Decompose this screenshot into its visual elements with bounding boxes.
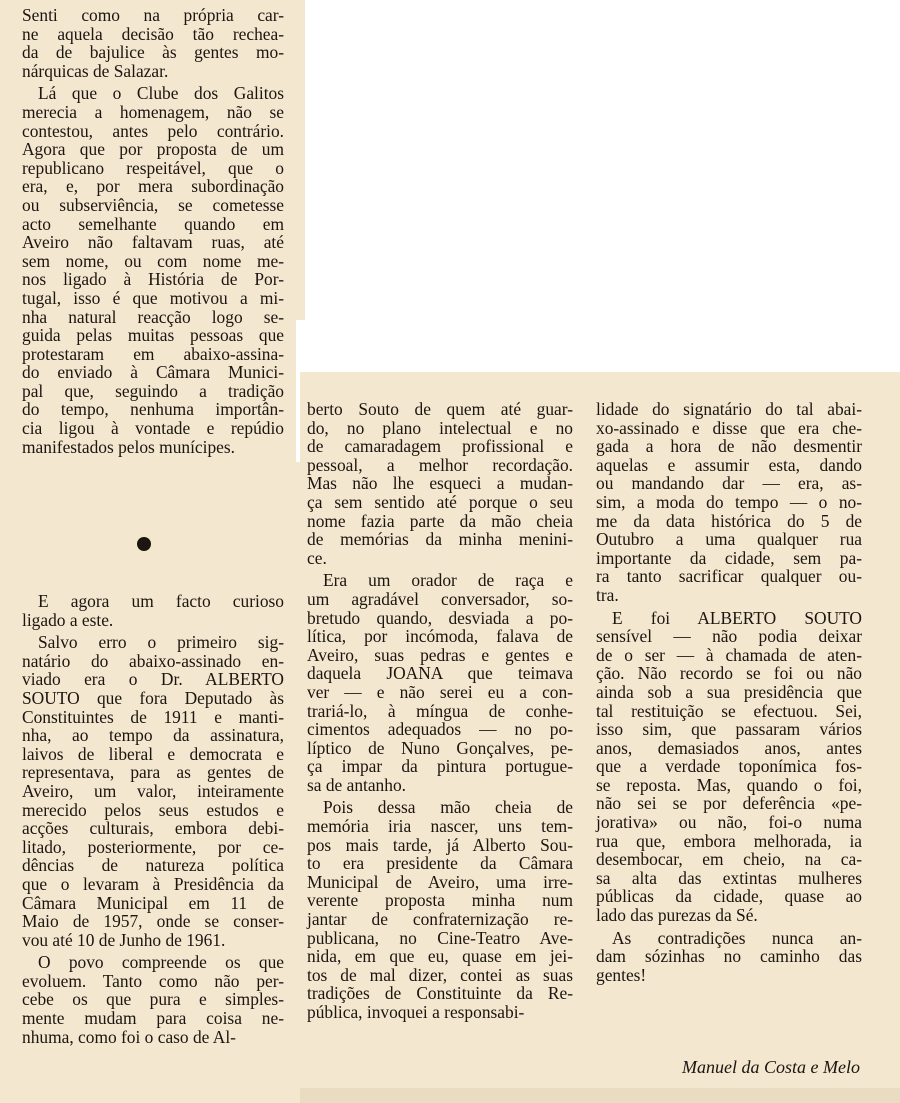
text-line: cia ligou à vontade e repúdio [22,418,284,439]
text-line: desembocar, em cheio, na ca- [596,849,862,870]
text-line: pessoal, a melhor recordação. [307,454,573,475]
column-2 [307,400,573,1022]
text-line: to era presidente da Câmara [307,853,573,874]
text-line: litado, posteriormente, por ce- [22,836,284,857]
text-line: ção. Não recordo se foi ou não [596,663,862,684]
text-line: O povo compreende os que [38,952,284,973]
text-line: nárquicas de Salazar. [22,60,169,81]
text-line: evoluem. Tanto como não per- [22,970,284,991]
text-line: tos de mal dizer, contei as suas [307,964,573,985]
text-line: protestaram em abaixo-assina- [22,343,284,364]
text-line: sa de antanho. [307,774,406,795]
torn-bottom-strip [300,1088,900,1103]
column-1-top [22,6,284,456]
text-line: E foi ALBERTO SOUTO [612,607,862,628]
text-line: Maio de 1957, onde se conser- [22,911,284,932]
text-line: Pois dessa mão cheia de [323,797,573,818]
text-line: da de bajulice às gentes mo- [22,42,284,63]
text-line: manifestados pelos munícipes. [22,436,235,457]
text-line: nha, ao tempo da assinatura, [22,725,284,746]
text-line: Aveiro não faltavam ruas, até [22,232,284,253]
section-bullet [137,537,151,551]
text-line: Municipal de Aveiro, uma irre- [307,871,573,892]
text-line: públicas da cidade, quase ao [596,886,862,907]
text-line: gada a hora de não desmentir [596,436,862,457]
text-line: Aveiro, um valor, inteiramente [22,780,284,801]
text-line: Aveiro, suas pedras e gentes e [307,644,573,665]
text-line: aquelas e assumir esta, dando [596,454,862,475]
text-line: se reposta. Mas, quando o foi, [596,774,862,795]
text-line: do enviado à Câmara Munici- [22,362,284,383]
text-line: ainda sob a sua presidência que [596,681,862,702]
text-line: Lá que o Clube dos Galitos [38,83,284,104]
text-line: nha natural reacção logo se- [22,306,284,327]
text-line: líptico de Nuno Gonçalves, pe- [307,737,573,758]
text-line: vou até 10 de Junho de 1961. [22,929,226,950]
text-line: laivos de liberal e democrata e [22,743,284,764]
text-line: representava, para as gentes de [22,762,284,783]
text-line: Salvo erro o primeiro sig- [38,632,284,653]
text-line: mente mudam para coisa ne- [22,1008,284,1029]
text-line: verente proposta minha num [307,890,573,911]
text-line: dências de natureza política [22,855,284,876]
text-line: um agradável conversador, so- [307,588,573,609]
text-line: de memórias da minha menini- [307,529,573,550]
text-line: nos ligado à História de Por- [22,269,284,290]
text-line: merecia a homenagem, não se [22,101,284,122]
text-line: merecido pelos seus estudos e [22,799,284,820]
column-3 [596,400,862,984]
text-line: xo-assinado e disse que era che- [596,417,862,438]
text-line: que o levaram à Presidência da [22,873,284,894]
text-line: acto semelhante quando em [22,213,284,234]
text-line: gentes! [596,964,647,985]
text-line: publicana, no Cine-Teatro Ave- [307,927,573,948]
text-line: Outubro a uma qualquer rua [596,529,862,550]
text-line: ça sem sentido até porque o seu [307,491,573,512]
text-line: que a verdade toponímica fos- [596,756,862,777]
text-line: bretudo quando, desviada a po- [307,607,573,628]
text-line: tra. [596,584,619,605]
text-line: ver — e não serei eu a con- [307,681,573,702]
text-line: Constituintes de 1911 e manti- [22,706,284,727]
text-line: ne aquela decisão tão rechea- [22,23,284,44]
text-line: ça impar da pintura portugue- [307,756,573,777]
text-line: era, e, por mera subordinação [22,176,284,197]
text-line: ou mandando dar — era, as- [596,473,862,494]
text-line: lidade do signatário do tal abai- [596,399,862,419]
text-line: pal que, seguindo a tradição [22,380,284,401]
text-line: ce. [307,547,327,568]
text-line: republicano respeitável, que o [22,157,284,178]
text-line: rua que, embora melhorada, ia [596,830,862,851]
text-line: cebe os que pura e simples- [22,989,284,1010]
text-line: ligado a este. [22,609,114,630]
text-line: jorativa» ou não, foi-o numa [596,812,862,833]
text-line: guida pelas muitas pessoas que [22,325,284,346]
text-line: lado das purezas da Sé. [596,905,758,926]
text-line: sensível — não podia deixar [596,626,862,647]
column-1-bottom [22,592,284,1046]
text-line: natário do abaixo-assinado en- [22,650,284,671]
text-line: Mas não lhe esqueci a mudan- [307,473,573,494]
text-line: dam sózinhas no caminho das [596,946,862,967]
text-line: Câmara Municipal em 11 de [22,892,284,913]
text-line: daquela JOANA que teimava [307,663,573,684]
text-line: contestou, antes pelo contrário. [22,120,284,141]
text-line: viado era o Dr. ALBERTO [22,669,284,690]
text-line: me da data histórica do 5 de [596,510,862,531]
text-line: SOUTO que fora Deputado às [22,687,284,708]
text-line: nome fazia parte da mão cheia [307,510,573,531]
text-line: tal restituição se efectuou. Sei, [596,700,862,721]
text-line: trariá-lo, à míngua de conhe- [307,700,573,721]
text-line: tugal, isso é que motivou a mi- [22,287,284,308]
text-line: Agora que por proposta de um [22,139,284,160]
text-line: E agora um facto curioso [38,591,284,611]
text-line: acções culturais, embora debi- [22,818,284,839]
author-signature: Manuel da Costa e Melo [682,1057,860,1077]
text-line: tradições de Constituinte da Re- [307,983,573,1004]
text-line: Senti como na própria car- [22,5,284,25]
text-line: nida, em que eu, quase em jei- [307,946,573,967]
text-line: sa alta das extintas mulheres [596,867,862,888]
text-line: do, no plano intelectual e no [307,417,573,438]
text-line: memória iria nascer, uns tem- [307,816,573,837]
text-line: de o ser — à chamada de aten- [596,644,862,665]
text-line: jantar de confraternização re- [307,909,573,930]
text-line: sem nome, ou com nome me- [22,250,284,271]
text-line: ra tanto sacrificar qualquer ou- [596,566,862,587]
text-line: isso sim, que passaram vários [596,719,862,740]
text-line: sim, a moda do tempo — o no- [596,491,862,512]
text-line: ou subserviência, se cometesse [22,194,284,215]
text-line: importante da cidade, sem pa- [596,547,862,568]
text-line: pública, invoquei a responsabi- [307,1002,525,1022]
text-line: lítica, por incómoda, falava de [307,626,573,647]
text-line: do tempo, nenhuma importân- [22,399,284,420]
text-line: anos, demasiados anos, antes [596,737,862,758]
text-line: Era um orador de raça e [323,570,573,591]
text-line: berto Souto de quem até guar- [307,399,573,419]
text-line: não sei se por deferência «pe- [596,793,862,814]
text-line: As contradições nunca an- [612,927,862,948]
text-line: de camaradagem profissional e [307,436,573,457]
text-line: nhuma, como foi o caso de Al- [22,1026,236,1047]
text-line: cimentos adequados — no po- [307,719,573,740]
text-line: pos mais tarde, já Alberto Sou- [307,834,573,855]
